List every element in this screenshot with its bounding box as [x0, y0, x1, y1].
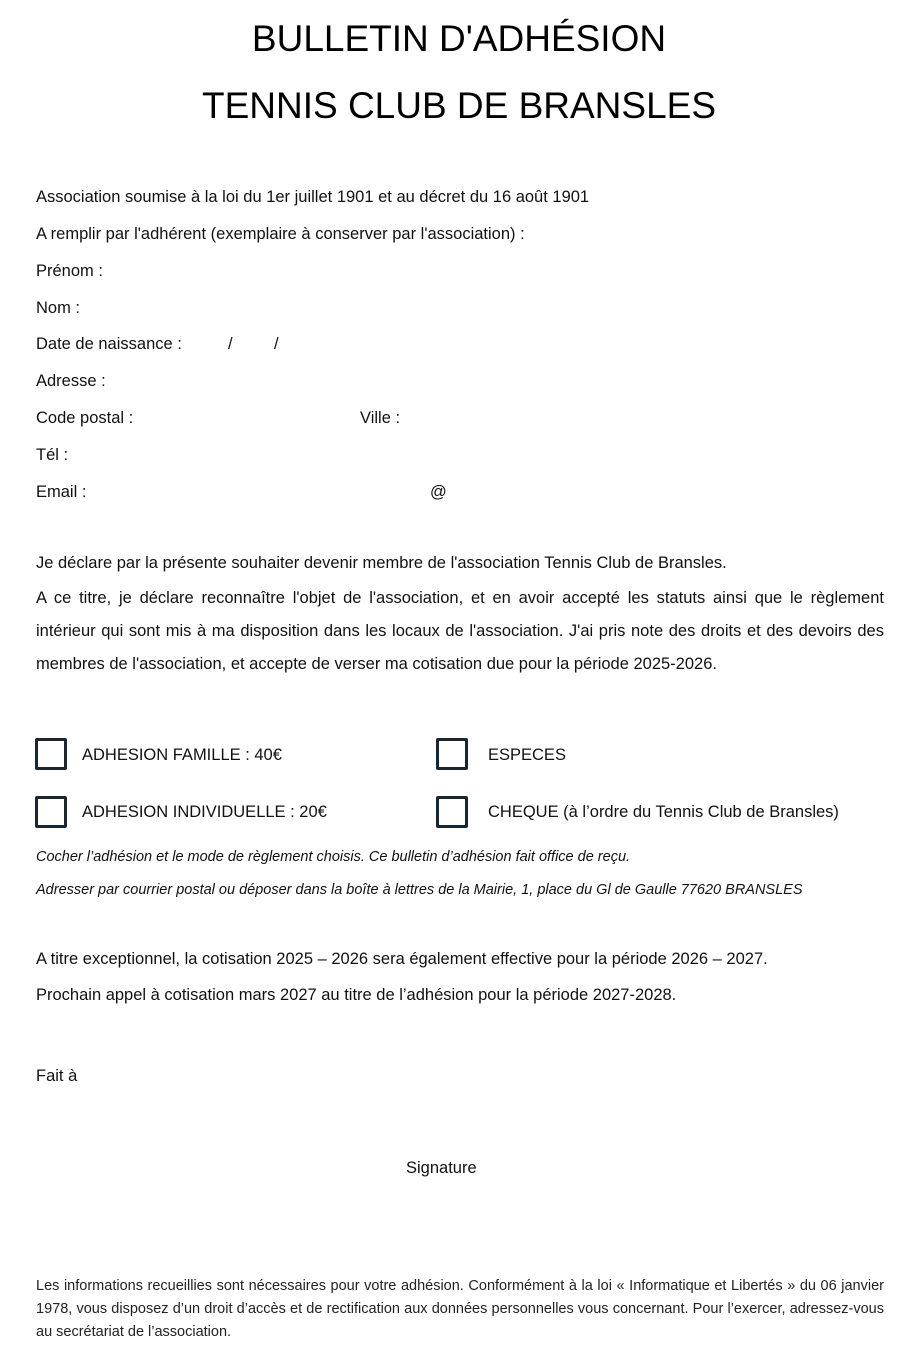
prenom-label: Prénom :	[36, 262, 103, 280]
email-label: Email :	[36, 483, 87, 501]
declaration-intro: Je déclare par la présente souhaiter devenir membre de l'association Tennis Club de Bransles.	[36, 554, 727, 572]
adhesion-individuelle-label: ADHESION INDIVIDUELLE : 20€	[82, 803, 327, 821]
checkbox-adhesion-individuelle[interactable]	[35, 796, 67, 828]
birthdate-label: Date de naissance :	[36, 335, 182, 353]
mailing-address-note: Adresser par courrier postal ou déposer dans la boîte à lettres de la Mairie, 1, place du Gl de Gaulle 77620 BRANSLES	[36, 882, 803, 898]
email-at-sign: @	[430, 483, 447, 501]
code-postal-label: Code postal :	[36, 409, 134, 427]
especes-label: ESPECES	[488, 746, 566, 764]
check-instruction-note: Cocher l’adhésion et le mode de règlement choisis. Ce bulletin d’adhésion fait office de reçu.	[36, 849, 631, 865]
declaration-text: A ce titre, je déclare reconnaître l'objet de l'association, et en avoir accepté les statuts ainsi que le règlement intérieur qui sont mis à ma disposition dans les locaux de l'association. J'ai pris note des droits et des devoirs des membres de l'association, et accepte de verser ma cotisation due pour la période 2025-2026.	[36, 589, 884, 673]
cheque-label: CHEQUE (à l’ordre du Tennis Club de Bransles)	[488, 803, 839, 821]
checkbox-cheque[interactable]	[436, 796, 468, 828]
ville-label: Ville :	[360, 409, 401, 427]
fait-a-label: Fait à	[36, 1067, 78, 1085]
tel-label: Tél :	[36, 446, 69, 464]
legal-statement: Association soumise à la loi du 1er juillet 1901 et au décret du 16 août 1901	[36, 188, 590, 206]
nom-label: Nom :	[36, 299, 81, 317]
adresse-label: Adresse :	[36, 372, 106, 390]
checkbox-adhesion-famille[interactable]	[35, 738, 67, 770]
privacy-notice: Les informations recueillies sont nécessaires pour votre adhésion. Conformément à la loi « Informatique et Libertés » du 06 janvier 1978, vous disposez d’un droit d’accès et de rectification aux données personnelles vous concernant. Pour l’exercer, adressez-vous au secrétariat de l’association.	[36, 1278, 884, 1340]
form-title: BULLETIN D'ADHÉSION	[251, 18, 667, 59]
club-name: TENNIS CLUB DE BRANSLES	[201, 85, 717, 126]
date-separator: /	[228, 335, 233, 353]
next-call-notice: Prochain appel à cotisation mars 2027 au titre de l’adhésion pour la période 2027-2028.	[36, 986, 677, 1004]
fill-instruction: A remplir par l'adhérent (exemplaire à conserver par l'association) :	[36, 225, 525, 243]
date-separator: /	[274, 335, 279, 353]
signature-label: Signature	[406, 1159, 477, 1177]
adhesion-famille-label: ADHESION FAMILLE : 40€	[82, 746, 282, 764]
checkbox-especes[interactable]	[436, 738, 468, 770]
exception-notice: A titre exceptionnel, la cotisation 2025 – 2026 sera également effective pour la période 2026 – 2027.	[36, 950, 768, 968]
